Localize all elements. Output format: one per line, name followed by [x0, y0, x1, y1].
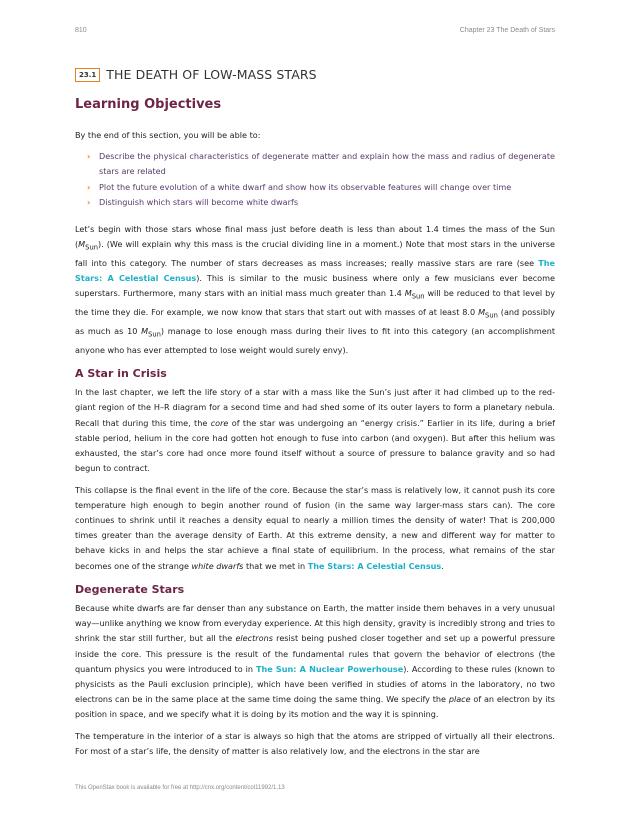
degenerate-paragraph-1: Because white dwarfs are far denser than any substance on Earth, the matter inside them behaves in a very unusual way—unlike anything we know from everyday experience. At this high density, gravity is incredibly strong and tries to shrink the star still further, but all the electrons resist being pushed closer together and set up a powerful pressure inside the core. This pressure is the result of the fundamental rules that govern the behavior of electrons (the quantum physics you were introduced to in The Sun: A Nuclear Powerhouse). According to these rules (known to physicists as the Pauli exclusion principle), which have been verified in studies of atoms in the laboratory, no two electrons can be in the same place at the same time doing the same thing. We specify the place of an electron by its position in space, and we specify what it is doing by its motion and the way it is spinning.: [75, 602, 556, 720]
footer-license: This OpenStax book is available for free at http://cnx.org/content/col11992/1.13: [75, 785, 285, 791]
crisis-paragraph-2: This collapse is the final event in the life of the core. Because the star’s mass is relatively low, it cannot push its core temperature high enough to begin another round of fusion (in the same way larger-mass stars can). The core continues to shrink until it reaches a density equal to nearly a million times the density of water! That is 200,000 times greater than the average density of Earth. At this extreme density, a new and different way for matter to behave kicks in and helps the star achieve a final state of equilibrium. In the process, what remains of the star becomes one of the strange white dwarfs that we met in The Stars: A Celestial Census.: [75, 484, 555, 571]
chapter-title: Chapter 23 The Death of Stars: [459, 27, 555, 34]
learning-objectives-list: [75, 149, 555, 210]
crisis-paragraph-1: In the last chapter, we left the life story of a star with a mass like the Sun’s just after it had climbed up to the red-giant region of the H–R diagram for a second time and had shed some of its outer layers to form a planetary nebula. Recall that during this time, the core of the star was undergoing an “energy crisis.” Earlier in its life, during a brief stable period, helium in the core had gotten hot enough to fuse into carbon (and oxygen). But after this helium was exhausted, the star’s core had once more found itself without a source of pressure to balance gravity and so had begun to contract.: [75, 387, 556, 474]
link-sun-nuclear-powerhouse[interactable]: The Sun: A Nuclear Powerhouse: [255, 663, 404, 674]
learning-objectives-intro: By the end of this section, you will be able to:: [75, 130, 261, 140]
page-content: [75, 128, 555, 765]
page-number: 810: [75, 27, 87, 34]
link-stars-census-2[interactable]: The Stars: A Celestial Census: [307, 560, 442, 571]
objective-item: › Describe the physical characteristics of degenerate matter and explain how the mass and radius of degenerate stars are related: [87, 151, 555, 177]
objective-item: › Plot the future evolution of a white dwarf and show how its observable features will change over time: [87, 180, 555, 195]
learning-objectives-heading: Learning Objectives: [75, 97, 222, 112]
section-number: 23.1: [75, 68, 100, 82]
heading-star-in-crisis: A Star in Crisis: [75, 367, 167, 381]
link-stars-census[interactable]: The Stars: A Celestial Census: [75, 258, 555, 284]
chevron-right-icon: ›: [87, 151, 91, 162]
chevron-right-icon: ›: [87, 181, 91, 192]
section-header: [75, 64, 555, 83]
heading-degenerate-stars: Degenerate Stars: [75, 582, 185, 596]
chevron-right-icon: ›: [87, 196, 91, 207]
section-title: THE DEATH OF LOW-MASS STARS: [106, 67, 317, 82]
intro-paragraph: Let’s begin with those stars whose final mass just before death is less than about 1.4 times the mass of the Sun $(M_{Sun})$. (We will explain why this mass is the crucial dividing line in a moment.) Note that most stars in the universe fall into this category. The number of stars decreases as mass increases; really massive stars are rare (see The Stars: A Celestial Census). This is similar to the music business where only a few musicians ever become superstars. Furthermore, many stars with an initial mass much greater than 1.4 $M_{Sun}$ will be reduced to that level by the time they die. For example, we now know that stars that start out with masses of at least 8.0 $M_{Sun}$ (and possibly as much as 10 $M_{Sun}$) manage to lose enough mass during their lives to fit into this category (an accomplishment anyone who has ever attempted to lose weight would surely envy).: [75, 224, 556, 355]
objective-item: › Distinguish which stars will become white dwarfs: [87, 195, 555, 210]
degenerate-paragraph-2: The temperature in the interior of a star is always so high that the atoms are stripped of virtually all their electrons. For most of a star’s life, the density of matter is also relatively low, and the electrons in the star are: [75, 730, 555, 756]
